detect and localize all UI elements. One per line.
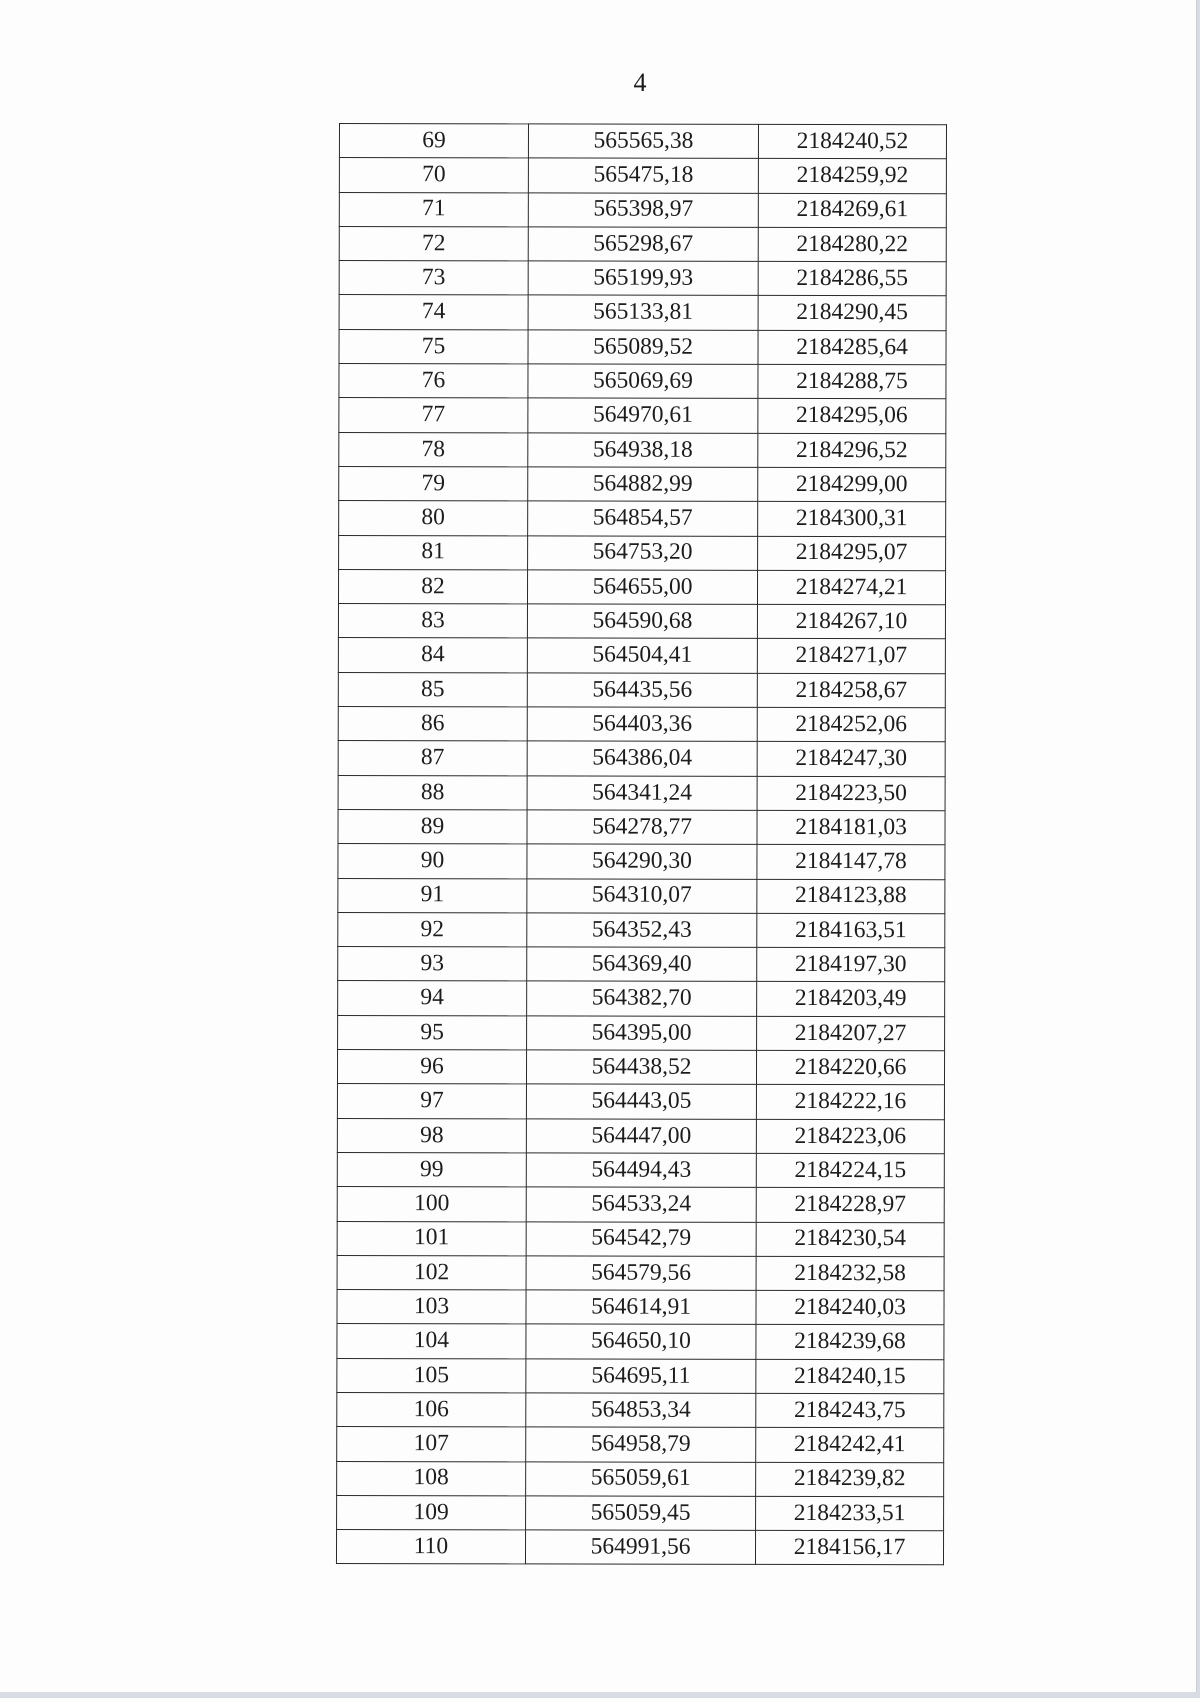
- point-number-cell: 76: [339, 364, 528, 399]
- y-coordinate-cell: 2184280,22: [758, 227, 946, 262]
- y-coordinate-cell: 2184223,50: [757, 776, 945, 811]
- table-row: [339, 466, 946, 502]
- point-number-cell: 107: [337, 1427, 526, 1462]
- y-coordinate-cell: 2184252,06: [757, 707, 945, 742]
- y-coordinate-cell: 2184240,52: [758, 124, 946, 159]
- table-row: [338, 844, 945, 880]
- y-coordinate-cell: 2184207,27: [757, 1016, 945, 1051]
- x-coordinate-cell: 565059,61: [526, 1461, 756, 1496]
- y-coordinate-cell: 2184239,82: [756, 1462, 944, 1497]
- table-row: [338, 707, 945, 743]
- y-coordinate-cell: 2184222,16: [756, 1085, 944, 1120]
- point-number-cell: 78: [339, 432, 528, 467]
- x-coordinate-cell: 565298,67: [528, 227, 758, 262]
- coordinates-table-body: [336, 124, 946, 1566]
- table-row: [337, 1152, 944, 1188]
- x-coordinate-cell: 564970,61: [528, 398, 758, 433]
- point-number-cell: 77: [339, 398, 528, 433]
- x-coordinate-cell: 565398,97: [528, 192, 758, 227]
- y-coordinate-cell: 2184223,06: [756, 1119, 944, 1154]
- point-number-cell: 97: [337, 1084, 526, 1119]
- table-row: [338, 672, 945, 708]
- point-number-cell: 86: [338, 707, 527, 742]
- y-coordinate-cell: 2184203,49: [757, 982, 945, 1017]
- y-coordinate-cell: 2184288,75: [758, 364, 946, 399]
- point-number-cell: 80: [339, 501, 528, 536]
- x-coordinate-cell: 565133,81: [528, 295, 758, 330]
- table-row: [337, 1427, 944, 1463]
- y-coordinate-cell: 2184228,97: [756, 1188, 944, 1223]
- point-number-cell: 70: [339, 158, 528, 193]
- table-row: [339, 535, 946, 571]
- x-coordinate-cell: 564447,00: [526, 1119, 756, 1154]
- y-coordinate-cell: 2184240,15: [756, 1359, 944, 1394]
- table-row: [339, 158, 946, 194]
- table-row: [337, 1324, 944, 1360]
- point-number-cell: 105: [337, 1358, 526, 1393]
- point-number-cell: 81: [339, 535, 528, 570]
- y-coordinate-cell: 2184258,67: [757, 673, 945, 708]
- y-coordinate-cell: 2184239,68: [756, 1325, 944, 1360]
- y-coordinate-cell: 2184147,78: [757, 845, 945, 880]
- y-coordinate-cell: 2184267,10: [757, 605, 945, 640]
- table-row: [338, 912, 945, 948]
- x-coordinate-cell: 564579,56: [526, 1256, 756, 1291]
- table-row: [336, 1530, 943, 1566]
- y-coordinate-cell: 2184233,51: [756, 1496, 944, 1531]
- table-row: [338, 775, 945, 811]
- point-number-cell: 108: [337, 1461, 526, 1496]
- y-coordinate-cell: 2184197,30: [757, 948, 945, 983]
- x-coordinate-cell: 564278,77: [527, 810, 757, 845]
- table-row: [339, 364, 946, 400]
- point-number-cell: 109: [337, 1495, 526, 1530]
- x-coordinate-cell: 564590,68: [527, 604, 757, 639]
- x-coordinate-cell: 564655,00: [527, 570, 757, 605]
- x-coordinate-cell: 564438,52: [526, 1050, 756, 1085]
- x-coordinate-cell: 564310,07: [527, 878, 757, 913]
- y-coordinate-cell: 2184240,03: [756, 1290, 944, 1325]
- table-row: [338, 741, 945, 777]
- table-row: [338, 947, 945, 983]
- x-coordinate-cell: 564290,30: [527, 844, 757, 879]
- table-row: [337, 1187, 944, 1223]
- x-coordinate-cell: 564938,18: [528, 433, 758, 468]
- point-number-cell: 79: [339, 466, 528, 501]
- x-coordinate-cell: 564443,05: [526, 1084, 756, 1119]
- y-coordinate-cell: 2184220,66: [756, 1050, 944, 1085]
- point-number-cell: 87: [338, 741, 527, 776]
- y-coordinate-cell: 2184300,31: [758, 502, 946, 537]
- table-row: [339, 398, 946, 434]
- y-coordinate-cell: 2184232,58: [756, 1256, 944, 1291]
- y-coordinate-cell: 2184242,41: [756, 1428, 944, 1463]
- y-coordinate-cell: 2184290,45: [758, 296, 946, 331]
- y-coordinate-cell: 2184296,52: [758, 433, 946, 468]
- point-number-cell: 98: [337, 1118, 526, 1153]
- point-number-cell: 71: [339, 192, 528, 227]
- table-row: [338, 569, 945, 605]
- x-coordinate-cell: 565069,69: [528, 364, 758, 399]
- table-row: [337, 1461, 944, 1497]
- y-coordinate-cell: 2184243,75: [756, 1393, 944, 1428]
- x-coordinate-cell: 564382,70: [527, 981, 757, 1016]
- y-coordinate-cell: 2184271,07: [757, 639, 945, 674]
- x-coordinate-cell: 565565,38: [528, 124, 758, 159]
- coordinates-table: [336, 123, 947, 1566]
- x-coordinate-cell: 564369,40: [527, 947, 757, 982]
- point-number-cell: 89: [338, 809, 527, 844]
- table-row: [338, 604, 945, 640]
- point-number-cell: 96: [337, 1050, 526, 1085]
- point-number-cell: 91: [338, 878, 527, 913]
- point-number-cell: 102: [337, 1255, 526, 1290]
- point-number-cell: 95: [338, 1015, 527, 1050]
- y-coordinate-cell: 2184123,88: [757, 879, 945, 914]
- y-coordinate-cell: 2184156,17: [755, 1531, 943, 1566]
- point-number-cell: 83: [338, 604, 527, 639]
- x-coordinate-cell: 564854,57: [528, 501, 758, 536]
- table-row: [337, 1358, 944, 1394]
- table-row: [339, 261, 946, 297]
- x-coordinate-cell: 564435,56: [527, 673, 757, 708]
- x-coordinate-cell: 564614,91: [526, 1290, 756, 1325]
- table-row: [338, 1015, 945, 1051]
- table-row: [337, 1084, 944, 1120]
- x-coordinate-cell: 564504,41: [527, 638, 757, 673]
- y-coordinate-cell: 2184295,07: [758, 536, 946, 571]
- y-coordinate-cell: 2184247,30: [757, 742, 945, 777]
- point-number-cell: 93: [338, 947, 527, 982]
- point-number-cell: 85: [338, 672, 527, 707]
- point-number-cell: 88: [338, 775, 527, 810]
- table-row: [337, 1118, 944, 1154]
- x-coordinate-cell: 565089,52: [528, 330, 758, 365]
- table-row: [337, 1221, 944, 1257]
- point-number-cell: 75: [339, 329, 528, 364]
- y-coordinate-cell: 2184163,51: [757, 913, 945, 948]
- point-number-cell: 100: [337, 1187, 526, 1222]
- y-coordinate-cell: 2184285,64: [758, 330, 946, 365]
- x-coordinate-cell: 564695,11: [526, 1359, 756, 1394]
- x-coordinate-cell: 564882,99: [528, 467, 758, 502]
- x-coordinate-cell: 564958,79: [526, 1427, 756, 1462]
- point-number-cell: 92: [338, 912, 527, 947]
- y-coordinate-cell: 2184224,15: [756, 1153, 944, 1188]
- point-number-cell: 72: [339, 226, 528, 261]
- point-number-cell: 106: [337, 1392, 526, 1427]
- table-row: [337, 1050, 944, 1086]
- table-row: [338, 638, 945, 674]
- table-row: [338, 878, 945, 914]
- point-number-cell: 99: [337, 1152, 526, 1187]
- table-row: [339, 295, 946, 331]
- table-row: [339, 501, 946, 537]
- table-row: [337, 1392, 944, 1428]
- x-coordinate-cell: 564341,24: [527, 776, 757, 811]
- table-row: [338, 981, 945, 1017]
- point-number-cell: 94: [338, 981, 527, 1016]
- x-coordinate-cell: 564853,34: [526, 1393, 756, 1428]
- page-number: 4: [633, 68, 647, 97]
- x-coordinate-cell: 564403,36: [527, 707, 757, 742]
- x-coordinate-cell: 565059,45: [526, 1496, 756, 1531]
- y-coordinate-cell: 2184299,00: [758, 467, 946, 502]
- point-number-cell: 101: [337, 1221, 526, 1256]
- table-row: [339, 226, 946, 262]
- y-coordinate-cell: 2184286,55: [758, 262, 946, 297]
- point-number-cell: 103: [337, 1290, 526, 1325]
- x-coordinate-cell: 564494,43: [526, 1153, 756, 1188]
- point-number-cell: 82: [338, 569, 527, 604]
- x-coordinate-cell: 564542,79: [526, 1221, 756, 1256]
- y-coordinate-cell: 2184230,54: [756, 1222, 944, 1257]
- y-coordinate-cell: 2184181,03: [757, 810, 945, 845]
- table-row: [337, 1495, 944, 1531]
- point-number-cell: 74: [339, 295, 528, 330]
- point-number-cell: 69: [339, 124, 528, 159]
- table-row: [339, 192, 946, 228]
- y-coordinate-cell: 2184269,61: [758, 193, 946, 228]
- x-coordinate-cell: 564533,24: [526, 1187, 756, 1222]
- point-number-cell: 90: [338, 844, 527, 879]
- y-coordinate-cell: 2184274,21: [757, 570, 945, 605]
- point-number-cell: 73: [339, 261, 528, 296]
- table-row: [337, 1290, 944, 1326]
- x-coordinate-cell: 564395,00: [527, 1016, 757, 1051]
- table-row: [339, 124, 946, 160]
- x-coordinate-cell: 565475,18: [528, 158, 758, 193]
- table-row: [339, 432, 946, 468]
- y-coordinate-cell: 2184259,92: [758, 159, 946, 194]
- x-coordinate-cell: 564991,56: [525, 1530, 755, 1565]
- x-coordinate-cell: 564753,20: [528, 535, 758, 570]
- point-number-cell: 84: [338, 638, 527, 673]
- point-number-cell: 110: [336, 1530, 525, 1565]
- table-row: [339, 329, 946, 365]
- x-coordinate-cell: 564650,10: [526, 1324, 756, 1359]
- x-coordinate-cell: 564352,43: [527, 913, 757, 948]
- table-row: [338, 809, 945, 845]
- x-coordinate-cell: 565199,93: [528, 261, 758, 296]
- x-coordinate-cell: 564386,04: [527, 741, 757, 776]
- y-coordinate-cell: 2184295,06: [758, 399, 946, 434]
- table-row: [337, 1255, 944, 1291]
- point-number-cell: 104: [337, 1324, 526, 1359]
